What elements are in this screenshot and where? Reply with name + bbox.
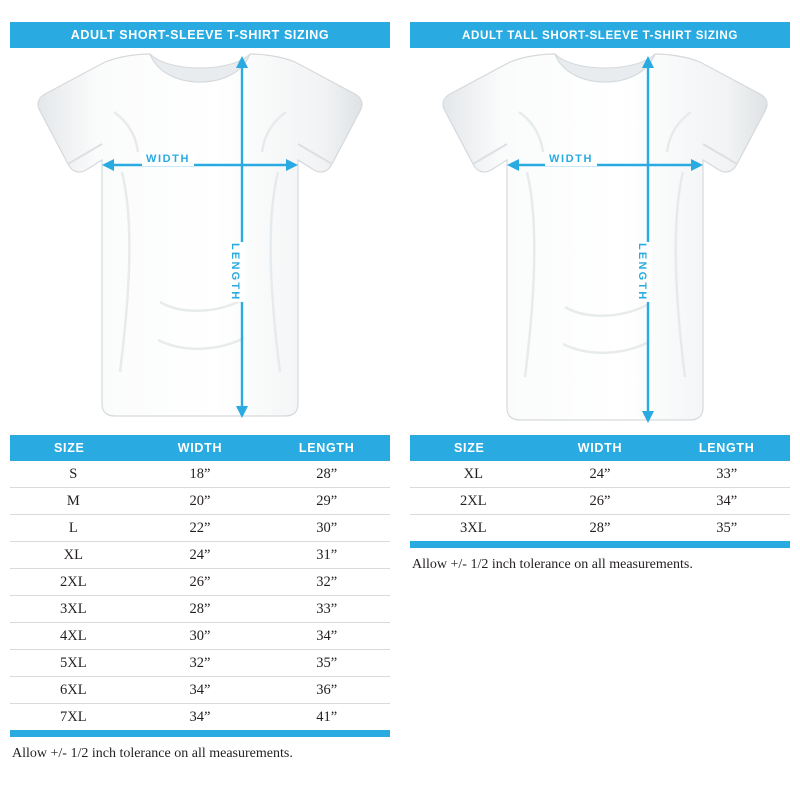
- table-row: [10, 542, 390, 569]
- adult-sizing-title: ADULT SHORT-SLEEVE T-SHIRT SIZING: [70, 28, 330, 42]
- cell-size: 2XL: [410, 488, 537, 515]
- adult-tall-sizing-title: ADULT TALL SHORT-SLEEVE T-SHIRT SIZING: [462, 28, 738, 42]
- table-row: [10, 623, 390, 650]
- cell-size: 3XL: [460, 520, 487, 536]
- length-dimension-label: LENGTH: [225, 242, 245, 302]
- width-dimension-label: WIDTH: [142, 152, 194, 166]
- cell-size: 4XL: [10, 623, 137, 650]
- table-row: [10, 569, 390, 596]
- adult-tolerance-note: Allow +/- 1/2 inch tolerance on all measurements.: [12, 746, 293, 761]
- cell-length: 34”: [663, 488, 790, 515]
- cell-length: 28”: [263, 461, 390, 488]
- cell-length: 35”: [716, 520, 738, 536]
- adult-tall-sizing-header: [410, 22, 790, 48]
- table-header-row: [10, 435, 390, 461]
- column-header-width: WIDTH: [537, 435, 664, 461]
- cell-size: 3XL: [10, 596, 137, 623]
- adult-tall-size-table-body: [410, 461, 790, 541]
- table-row: [10, 704, 390, 731]
- table-row: [10, 596, 390, 623]
- cell-size: 7XL: [60, 709, 87, 725]
- column-header-size: SIZE: [410, 435, 537, 461]
- column-header-width: WIDTH: [137, 435, 264, 461]
- cell-length: 34”: [263, 623, 390, 650]
- cell-size: XL: [410, 461, 537, 488]
- table-row: [410, 488, 790, 515]
- cell-length: 33”: [263, 596, 390, 623]
- cell-length: 36”: [263, 677, 390, 704]
- cell-length: 31”: [263, 542, 390, 569]
- column-header-length: LENGTH: [663, 435, 790, 461]
- cell-length: 33”: [663, 461, 790, 488]
- cell-width: 26”: [537, 488, 664, 515]
- cell-length: 32”: [263, 569, 390, 596]
- column-header-size: SIZE: [10, 435, 137, 461]
- cell-width: 26”: [137, 569, 264, 596]
- adult-tall-size-table-wrap: [410, 435, 790, 573]
- cell-length: 29”: [263, 488, 390, 515]
- cell-size: 2XL: [10, 569, 137, 596]
- table-row: [10, 515, 390, 542]
- cell-width: 22”: [137, 515, 264, 542]
- table-row: [10, 461, 390, 488]
- adult-tall-shirt-graphic: [410, 52, 790, 427]
- column-header-length: LENGTH: [263, 435, 390, 461]
- table-header-row: [410, 435, 790, 461]
- cell-width: 28”: [589, 520, 611, 536]
- adult-tall-shirt-illustration: [410, 52, 790, 427]
- adult-sizing-header: [10, 22, 390, 48]
- table-row: [10, 488, 390, 515]
- cell-size: S: [10, 461, 137, 488]
- adult-tall-table-bottom-rule: [410, 541, 790, 548]
- cell-size: M: [10, 488, 137, 515]
- adult-table-bottom-rule: [10, 730, 390, 737]
- cell-size: 6XL: [10, 677, 137, 704]
- table-row: [10, 677, 390, 704]
- cell-width: 18”: [137, 461, 264, 488]
- cell-width: 28”: [137, 596, 264, 623]
- cell-width: 24”: [537, 461, 664, 488]
- cell-size: L: [10, 515, 137, 542]
- cell-width: 20”: [137, 488, 264, 515]
- cell-size: 5XL: [10, 650, 137, 677]
- cell-width: 24”: [137, 542, 264, 569]
- adult-tall-size-table: [410, 435, 790, 541]
- cell-size: XL: [10, 542, 137, 569]
- cell-width: 34”: [137, 677, 264, 704]
- cell-length: 41”: [316, 709, 338, 725]
- adult-size-table-wrap: [10, 435, 390, 762]
- table-row: [10, 650, 390, 677]
- table-row: [410, 515, 790, 542]
- adult-shirt-illustration: [10, 52, 390, 427]
- cell-width: 34”: [189, 709, 211, 725]
- cell-width: 32”: [137, 650, 264, 677]
- cell-length: 35”: [263, 650, 390, 677]
- width-dimension-label: WIDTH: [545, 152, 597, 166]
- adult-shirt-graphic: [10, 52, 390, 427]
- cell-length: 30”: [263, 515, 390, 542]
- adult-size-table-body: [10, 461, 390, 730]
- table-row: [410, 461, 790, 488]
- adult-tall-tolerance-note: Allow +/- 1/2 inch tolerance on all measurements.: [412, 557, 693, 572]
- adult-size-table: [10, 435, 390, 730]
- length-dimension-label: LENGTH: [632, 242, 652, 302]
- cell-width: 30”: [137, 623, 264, 650]
